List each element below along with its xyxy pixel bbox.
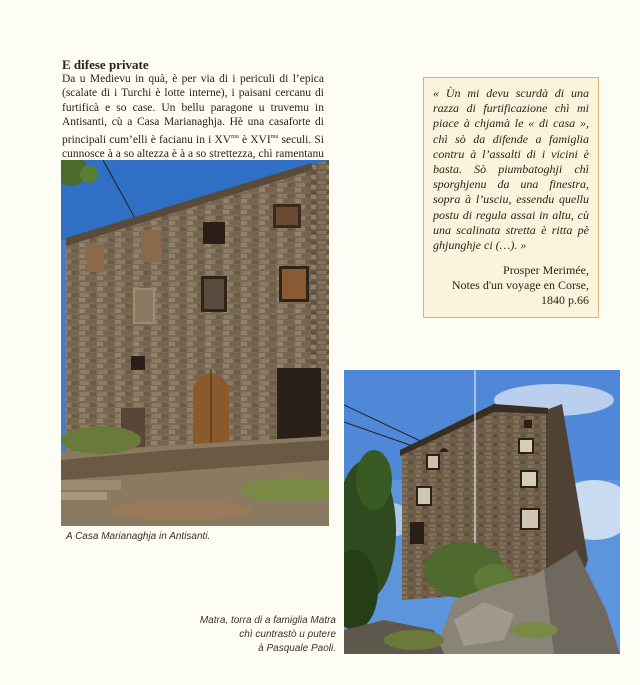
quote-box [423, 77, 599, 318]
quote-attribution [433, 263, 589, 308]
caption-line: Matra, torra di a famiglia Matra [199, 615, 336, 626]
quote-source: Notes d'un voyage en Corse, [451, 278, 589, 293]
section-heading: E difese private [62, 57, 149, 72]
superscript: mu [231, 133, 239, 140]
caption-line: chì cuntrastò u putere [239, 629, 336, 640]
caption-line: à Pasquale Paoli. [258, 643, 336, 654]
photo-torra-matra [344, 370, 620, 654]
photo-casa-marianaghja [61, 160, 329, 526]
photo-caption: A Casa Marianaghja in Antisanti. [66, 531, 211, 542]
body-text-part: è XVI [238, 133, 271, 146]
quote-text: « Ùn mi devu scurdà di una razza di furtificazione chì mi piace à chjamà le « di casa », chì sò da difende a famiglia contru à l’assalti di i vicini è basta. Sò piumbatoghji chì sporghjenu da una finestra, sopra à l’usciu, essendu quellu postu di regula assai in altu, cù una scalinata stretta è ritta pè ghjunghje ci (…). » [433, 86, 589, 253]
quote-author: Prosper Merimée, [503, 263, 589, 278]
quote-year: 1840 p.66 [541, 293, 589, 308]
body-text-part: Da u Medievu in quà, è per via di i periculi di l’epica (scalate di i Turchi è lotte interne), i paisani cercanu di furtificà e so case. Un bellu paragone u truvemu in Antisanti, cù a Casa Marianaghja. Hè una casaforte di principali cum’elli è facianu in i XV [62, 73, 324, 146]
body-text-part: seculi. Si cunnosce à a so altezza è à a so strettezza, chì ramentanu [62, 133, 324, 160]
superscript: mu [270, 133, 279, 140]
photo-caption-matra [200, 614, 336, 656]
